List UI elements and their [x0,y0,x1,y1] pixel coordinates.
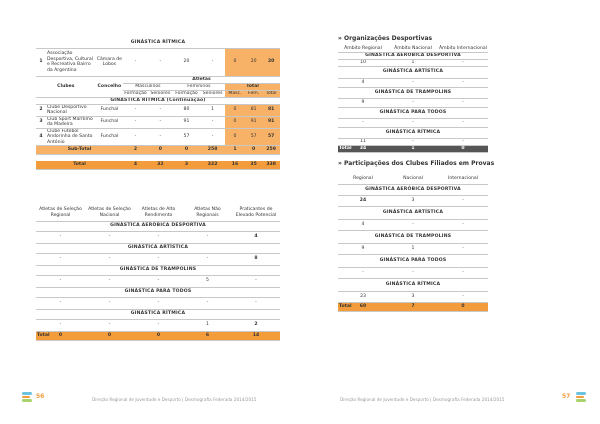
cell: 0 [173,146,200,155]
total-label: Total [36,161,123,170]
col-header: Atletas Não Regionais [183,205,232,221]
cell: 23 [338,291,388,302]
section-title: GINÁSTICA RÍTMICA [338,127,488,138]
section-title: GINÁSTICA ARTÍSTICA [338,206,488,219]
cell: 57 [245,128,262,146]
table-row [338,98,488,107]
cell: - [85,231,134,243]
total-label: Total [37,332,50,338]
right-page [300,0,600,424]
section-header-row [36,38,280,48]
col-header: Formação [173,90,200,97]
col-header: Seniores [200,90,225,97]
header-row [338,45,488,52]
table-row [338,219,488,230]
cell: 1 [388,59,438,66]
cell: 0 [225,48,245,76]
col-header: Âmbito Regional [338,45,388,52]
cell: 4 [123,161,148,170]
section-header-row [338,206,488,219]
cell: - [123,128,148,146]
section-title: GINÁSTICA AERÓBICA DESPORTIVA [338,184,488,195]
cell: 24 [338,195,388,206]
section-heading: » Participações dos Clubes Filiados em Provas [338,160,495,167]
section-header-row [36,221,280,231]
table-row [338,195,488,206]
cell: - [438,118,488,127]
col-header-athletes: Atletas [123,76,280,83]
cell: - [36,231,85,243]
cell: - [388,78,438,87]
table-row [36,275,280,287]
col-header: Total [262,90,280,97]
cell: 0 [225,116,245,128]
header-row [338,174,488,184]
table-row [338,267,488,278]
cell: - [438,243,488,254]
cell: 259 [262,146,280,155]
cell: - [123,104,148,116]
cell: 1 [183,319,232,331]
total-label: Total [339,145,352,151]
cell: 81 [245,104,262,116]
col-header: Formação [124,90,147,96]
table-row [36,319,280,331]
cell: - [338,118,388,127]
cell: 91 [262,116,280,128]
col-header-total: Total [225,83,280,90]
table-row [338,78,488,87]
section-title: GINÁSTICA AERÓBICA DESPORTIVA [36,221,280,231]
total-row [338,145,488,152]
cell: - [123,116,148,128]
cell: 258 [200,146,225,155]
section-header-row [338,127,488,138]
table-row [36,104,280,116]
table-row [338,291,488,302]
page-number: 56 [36,393,45,400]
section-title: GINÁSTICA PARA TODOS [36,287,280,297]
section-title: GINÁSTICA DE TRAMPOLINS [338,230,488,243]
cell: 5 [183,275,232,287]
cell: 2 [123,146,148,155]
cell: 91 [245,116,262,128]
col-header: Atletas de Seleção Regional [36,205,85,221]
col-header-clubs: Clubes [36,76,96,97]
cell: 0 [438,302,488,311]
cell: - [200,128,225,146]
cell: 81 [262,104,280,116]
cell: - [148,48,173,76]
section-title: GINÁSTICA RÍTMICA [338,278,488,291]
municipality: Funchal [96,116,123,128]
cell: 34 [359,145,367,151]
cell: 20 [173,48,200,76]
cell: - [438,219,488,230]
col-header: Masc. [225,90,245,97]
cell: - [232,275,280,287]
cell: 1 [388,243,438,254]
col-header: Âmbito Internacional [439,45,487,51]
competition-participation-table [338,174,488,312]
cell: - [148,116,173,128]
cell: 1 [225,146,245,155]
cell: 322 [200,161,225,170]
cell: - [438,98,488,107]
cell: - [85,319,134,331]
cell: - [36,275,85,287]
col-header: Atletas de Alto Rendimento [134,205,183,221]
athletes-by-club-table [36,38,280,170]
table-row [338,118,488,127]
section-heading: » Organizações Desportivas [338,35,433,42]
cell: 1 [200,104,225,116]
cell: - [200,116,225,128]
cell: 11 [338,138,388,145]
section-header-row [338,52,488,59]
col-header: Internacional [438,174,488,184]
cell: - [85,297,134,309]
cell: - [123,48,148,76]
municipality: Funchal [96,128,123,146]
section-title: GINÁSTICA RÍTMICA [36,38,280,48]
cell: 3 [388,195,438,206]
cell: - [134,319,183,331]
cell: - [134,297,183,309]
section-header-row [338,87,488,98]
cell: - [85,253,134,265]
cell: - [134,253,183,265]
row-number: 1 [36,48,46,76]
cell: 9 [338,243,388,254]
row-number: 2 [36,104,46,116]
col-header-female: Femininos [173,83,225,90]
page-number: 57 [562,393,571,400]
total-cell [338,302,388,311]
col-header: Praticantes de Elevado Potencial [232,205,280,221]
cell: - [388,118,438,127]
section-header-row [36,287,280,297]
cell: 20 [245,48,262,76]
page-footer: Direção Regional de Juventude e Desporto | Desmografia Federada 2014/2015 [340,397,505,402]
cell: - [438,291,488,302]
cell: 3 [173,161,200,170]
table-row [36,253,280,265]
row-number: 4 [36,128,46,146]
cell: 14 [232,331,280,340]
col-header: Regional [338,174,388,184]
total-cell [36,331,85,340]
col-header: Atletas de Seleção Nacional [85,205,134,221]
club-name: Associação Desportiva, Cultural e Recreativa Bairro da Argentina [46,48,96,76]
cell: 0 [148,146,173,155]
header-row [36,76,280,83]
section-header-row [36,309,280,319]
cell: - [388,267,438,278]
club-name: Clube Futebol Andorinha de Santo António [46,128,96,146]
row-number: 3 [36,116,46,128]
table-row [338,243,488,254]
cell: 32 [148,161,173,170]
cell: - [36,253,85,265]
cell: 0 [438,145,488,152]
table-row [36,231,280,243]
cell: 91 [173,116,200,128]
section-header-row [36,243,280,253]
section-header-row [338,254,488,267]
cell: - [388,219,438,230]
cell: 6 [183,331,232,340]
club-name: Club Sport Marítimo da Madeira [46,116,96,128]
athlete-category-table [36,205,280,341]
cell: 35 [245,161,262,170]
cell: 4 [338,219,388,230]
cell: 57 [173,128,200,146]
subtotal-label: Sub-Total [36,146,123,155]
section-title: GINÁSTICA PARA TODOS [338,107,488,118]
cell: 16 [225,161,245,170]
cell: - [438,78,488,87]
section-title: GINÁSTICA DE TRAMPOLINS [338,87,488,98]
subtotal-row [36,146,280,155]
section-title: GINÁSTICA RÍTMICA (Continuação) [36,97,280,104]
cell: - [134,275,183,287]
table-row [338,138,488,145]
cell: - [438,195,488,206]
section-title: GINÁSTICA AERÓBICA DESPORTIVA [338,52,488,59]
cell: - [438,59,488,66]
cell: - [200,48,225,76]
sports-organizations-table [338,45,488,153]
cell: 60 [359,303,367,309]
table-row [36,116,280,128]
cell: 8 [232,253,280,265]
cell: 338 [262,161,280,170]
col-header-male: Masculinos [123,83,173,90]
cell: - [232,297,280,309]
col-header: Fem. [245,90,262,97]
cell: - [388,138,438,145]
total-row [36,161,280,170]
section-title: GINÁSTICA ARTÍSTICA [36,243,280,253]
cell: 0 [245,146,262,155]
cell: - [134,231,183,243]
cell: 57 [262,128,280,146]
cell: - [148,128,173,146]
table-row [36,297,280,309]
cell: - [36,319,85,331]
cell: 10 [338,59,388,66]
cell: 3 [388,291,438,302]
section-title: GINÁSTICA RÍTMICA [36,309,280,319]
cell: 9 [338,98,388,107]
cell: 0 [225,104,245,116]
cell: - [85,275,134,287]
cell: 0 [85,331,134,340]
section-title: GINÁSTICA ARTÍSTICA [338,66,488,78]
section-header-row [36,265,280,275]
total-cell [338,145,388,152]
section-header-row [338,278,488,291]
cell: 0 [225,128,245,146]
total-row [36,331,280,340]
cell: - [36,297,85,309]
page-footer: Direção Regional de Juventude e Desporto | Desmografia Federada 2014/2015 [92,397,257,402]
cell: 4 [232,231,280,243]
table-row [36,48,280,76]
cell: - [183,297,232,309]
col-header: Âmbito Nacional [388,45,438,52]
cell: - [338,267,388,278]
brand-logo-icon [576,392,586,402]
cell: 80 [173,104,200,116]
municipality: Funchal [96,104,123,116]
cell: 7 [388,302,438,311]
section-header-row [338,230,488,243]
cell: - [438,138,488,145]
cell: 4 [338,78,388,87]
cell: 20 [262,48,280,76]
col-header: Seniores [148,90,173,97]
section-title: GINÁSTICA DE TRAMPOLINS [36,265,280,275]
cell: - [183,253,232,265]
header-row [36,205,280,221]
cell: 1 [388,145,438,152]
section-title: GINÁSTICA PARA TODOS [338,254,488,267]
cell: - [183,231,232,243]
table-row [338,59,488,66]
total-label: Total [339,303,352,309]
section-header-row [338,107,488,118]
cell: 2 [232,319,280,331]
col-header: Nacional [388,174,438,184]
cell: 0 [134,331,183,340]
club-name: Clube Desportivo Nacional [46,104,96,116]
brand-logo-icon [22,392,32,402]
cell: 0 [58,332,63,338]
total-row [338,302,488,311]
table-row [36,128,280,146]
section-header-row [36,97,280,104]
section-header-row [338,184,488,195]
cell: - [148,104,173,116]
cell: - [438,267,488,278]
section-header-row [338,66,488,78]
cell: - [388,98,438,107]
col-header-municipality: Concelho [96,76,123,97]
municipality: Câmara de Lobos [96,48,123,76]
